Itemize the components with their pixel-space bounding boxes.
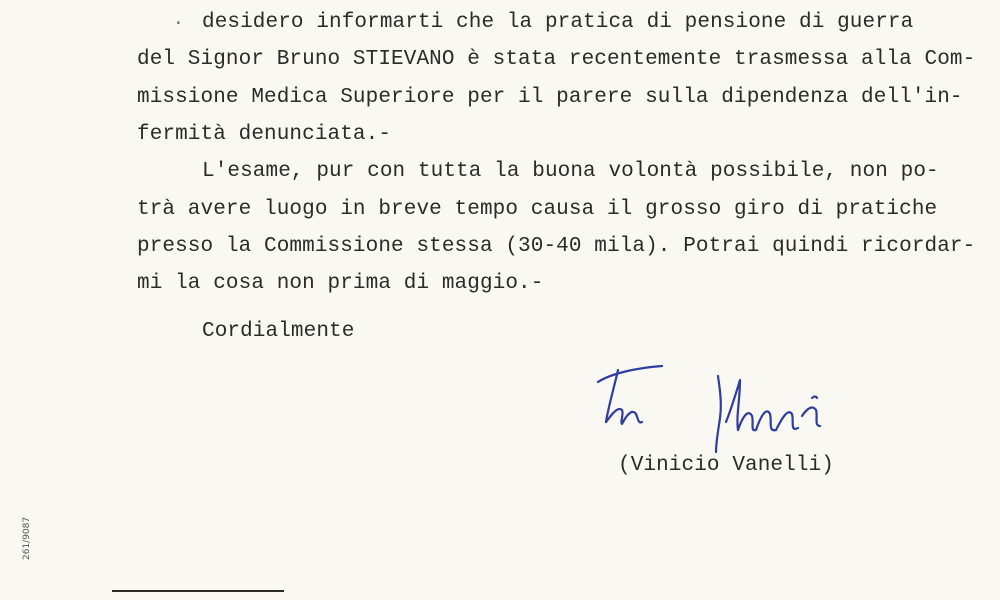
body-line-7: presso la Commissione stessa (30-40 mila). Potrai quindi ricordar- — [137, 235, 976, 258]
closing: Cordialmente — [202, 320, 355, 343]
body-line-5: L'esame, pur con tutta la buona volontà possibile, non po- — [202, 160, 939, 183]
signatory-name: (Vinicio Vanelli) — [618, 454, 834, 477]
body-line-1: desidero informarti che la pratica di pensione di guerra — [202, 11, 914, 34]
body-line-3: missione Medica Superiore per il parere sulla dipendenza dell'in- — [137, 86, 963, 109]
archive-code: 261/9087 — [22, 516, 32, 560]
margin-marker: · — [173, 14, 184, 34]
body-line-2: del Signor Bruno STIEVANO è stata recentemente trasmessa alla Com- — [137, 48, 976, 71]
body-line-4: fermità denunciata.- — [137, 123, 392, 146]
footer-rule — [112, 590, 284, 592]
body-line-6: trà avere luogo in breve tempo causa il grosso giro di pratiche — [137, 198, 938, 221]
body-line-8: mi la cosa non prima di maggio.- — [137, 272, 544, 295]
handwritten-signature — [590, 360, 830, 460]
